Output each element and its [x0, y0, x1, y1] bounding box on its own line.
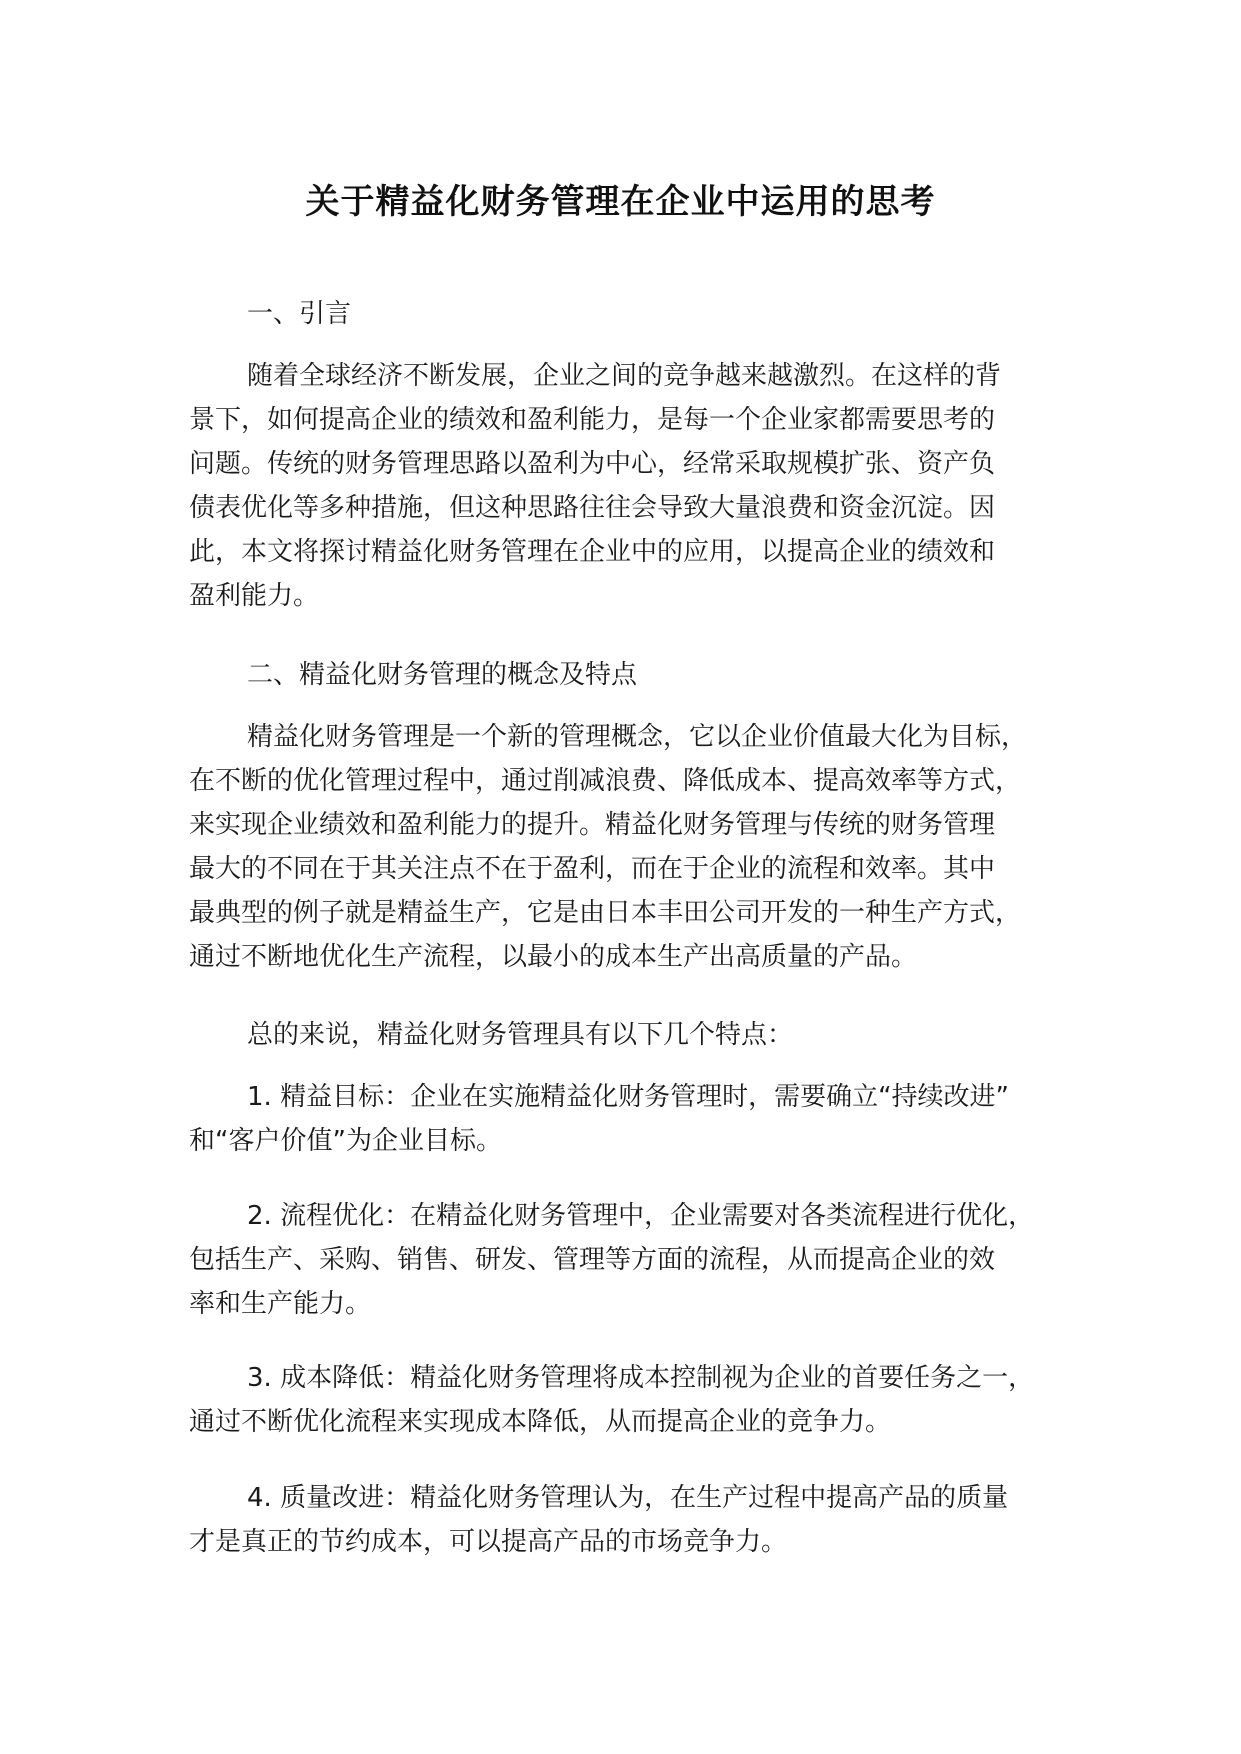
- paragraph-line: 最大的不同在于其关注点不在于盈利，而在于企业的流程和效率。其中: [189, 854, 996, 884]
- paragraph-line: 此，本文将探讨精益化财务管理在企业中的应用，以提高企业的绩效和: [189, 537, 996, 567]
- paragraph-line: 景下，如何提高企业的绩效和盈利能力，是每一个企业家都需要思考的: [189, 405, 996, 435]
- paragraph-line: 来实现企业绩效和盈利能力的提升。精益化财务管理与传统的财务管理: [189, 810, 996, 840]
- list-item-line: 1. 精益目标：企业在实施精益化财务管理时，需要确立“持续改进”: [247, 1082, 1010, 1112]
- list-item-line: 包括生产、采购、销售、研发、管理等方面的流程，从而提高企业的效: [189, 1245, 996, 1275]
- document-title: 关于精益化财务管理在企业中运用的思考: [305, 182, 936, 222]
- paragraph-line: 债表优化等多种措施，但这种思路往往会导致大量浪费和资金沉淀。因: [189, 493, 996, 523]
- list-item-line: 才是真正的节约成本，可以提高产品的市场竞争力。: [189, 1527, 788, 1557]
- paragraph-line: 随着全球经济不断发展，企业之间的竞争越来越激烈。在这样的背: [247, 361, 1002, 391]
- paragraph-line: 盈利能力。: [189, 581, 320, 611]
- list-item-line: 3. 成本降低：精益化财务管理将成本控制视为企业的首要任务之一，: [247, 1363, 1035, 1393]
- list-item-line: 4. 质量改进：精益化财务管理认为，在生产过程中提高产品的质量: [247, 1483, 1009, 1513]
- paragraph-line: 问题。传统的财务管理思路以盈利为中心，经常采取规模扩张、资产负: [189, 449, 996, 479]
- list-item-line: 率和生产能力。: [189, 1289, 372, 1319]
- paragraph-line: 通过不断地优化生产流程，以最小的成本生产出高质量的产品。: [189, 942, 918, 972]
- paragraph-line: 总的来说，精益化财务管理具有以下几个特点：: [247, 1020, 794, 1050]
- paragraph-line: 最典型的例子就是精益生产，它是由日本丰田公司开发的一种生产方式，: [189, 898, 1022, 928]
- section-heading-intro: 一、引言: [247, 299, 352, 329]
- paragraph-line: 在不断的优化管理过程中，通过削减浪费、降低成本、提高效率等方式，: [189, 766, 1022, 796]
- section-heading-concept: 二、精益化财务管理的概念及特点: [247, 660, 638, 690]
- paragraph-line: 精益化财务管理是一个新的管理概念，它以企业价值最大化为目标，: [247, 722, 1028, 752]
- list-item-line: 和“客户价值”为企业目标。: [189, 1126, 502, 1156]
- list-item-line: 2. 流程优化：在精益化财务管理中，企业需要对各类流程进行优化，: [247, 1201, 1035, 1231]
- list-item-line: 通过不断优化流程来实现成本降低，从而提高企业的竞争力。: [189, 1407, 892, 1437]
